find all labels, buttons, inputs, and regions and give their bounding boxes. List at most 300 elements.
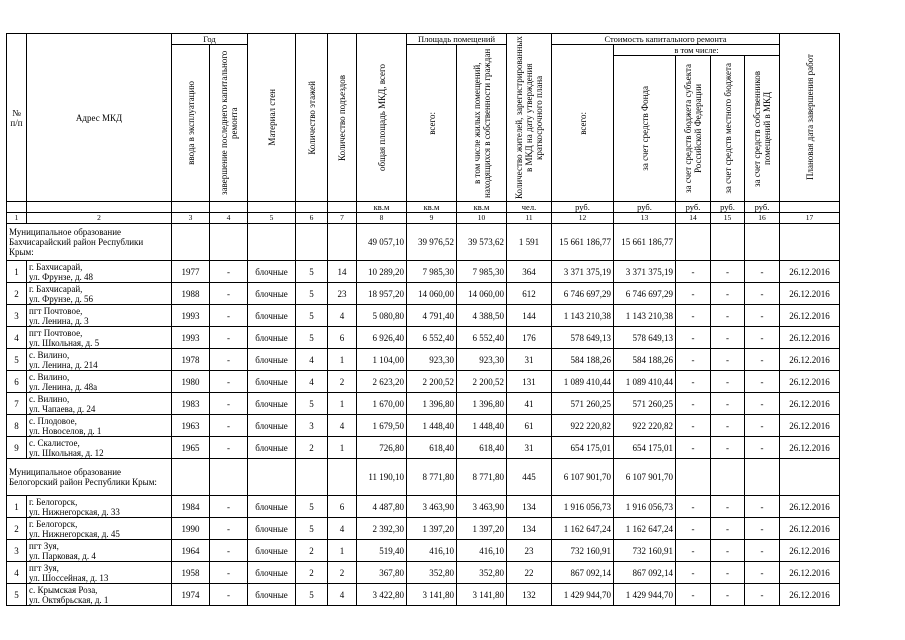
empty-cell [210,224,248,261]
area-residential-cell: 6 552,40 [457,327,507,349]
total-area-cell: 1 679,50 [357,415,407,437]
cost-fund-cell: 571 260,25 [614,393,676,415]
cost-owners-cell: - [745,562,780,584]
cost-total-cell: 867 092,14 [552,562,614,584]
area-total-cell: 7 985,30 [407,261,457,283]
unit-cell: руб. [745,202,780,213]
address-street: ул. Шоссейная, д. 13 [29,572,109,583]
group-total-area: 49 057,10 [357,224,407,261]
cost-local-cell: - [711,305,745,327]
cost-region-cell: - [676,393,711,415]
column-number-cell: 12 [552,213,614,224]
col-area-total-header: всего: [407,45,457,202]
address-locality: г. Белогорск, [29,496,78,507]
area-residential-cell: 1 397,20 [457,518,507,540]
col-total-area-header: общая площадь МКД, всего [357,34,407,202]
repair-plan-table [6,33,840,606]
col-cost-local-header: за счет средств местного бюджета [711,56,745,202]
floors-cell: 5 [296,518,328,540]
cost-owners-cell: - [745,371,780,393]
year-repair-cell: - [210,562,248,584]
municipality-name: Муниципальное образование Бахчисарайский район Республики Крым: [7,224,172,261]
empty-cell [210,459,248,496]
year-repair-cell: - [210,261,248,283]
units-row [7,202,840,213]
cost-total-cell: 3 371 375,19 [552,261,614,283]
residents-cell: 22 [507,562,552,584]
col-cost-group-header: Стоимость капитального ремонта [552,34,780,45]
area-residential-cell: 618,40 [457,437,507,459]
residents-cell: 132 [507,584,552,606]
row-number: 2 [7,283,27,305]
group-residents: 445 [507,459,552,496]
residents-cell: 612 [507,283,552,305]
entrances-cell: 4 [328,518,357,540]
group-area-total: 39 976,52 [407,224,457,261]
table-row [7,283,840,305]
material-cell: блочные [248,540,296,562]
year-commission-cell: 1964 [172,540,210,562]
address-cell [27,496,172,518]
address-street: ул. Новоселов, д. 1 [29,425,102,436]
empty-cell [172,224,210,261]
address-street: ул. Фрунзе, д. 48 [29,271,94,282]
area-residential-cell: 1 448,40 [457,415,507,437]
empty-cell [780,224,840,261]
total-area-cell: 519,40 [357,540,407,562]
cost-owners-cell: - [745,349,780,371]
entrances-cell: 6 [328,496,357,518]
planned-date-cell: 26.12.2016 [780,327,840,349]
address-locality: пгт Почтовое, [29,305,83,316]
material-cell: блочные [248,518,296,540]
material-cell: блочные [248,349,296,371]
cost-region-cell: - [676,305,711,327]
table-row [7,371,840,393]
cost-region-cell: - [676,415,711,437]
cost-fund-cell: 6 746 697,29 [614,283,676,305]
area-residential-cell: 352,80 [457,562,507,584]
cost-owners-cell: - [745,518,780,540]
year-commission-cell: 1958 [172,562,210,584]
year-commission-cell: 1963 [172,415,210,437]
empty-cell [780,459,840,496]
area-residential-cell: 3 463,90 [457,496,507,518]
address-locality: с. Крымская Роза, [29,584,98,595]
unit-cell: кв.м [357,202,407,213]
cost-local-cell: - [711,283,745,305]
row-number: 4 [7,327,27,349]
area-total-cell: 4 791,40 [407,305,457,327]
cost-local-cell: - [711,437,745,459]
unit-cell: руб. [552,202,614,213]
floors-cell: 5 [296,261,328,283]
address-street: ул. Нижнегорская, д. 45 [29,528,120,539]
material-cell: блочные [248,437,296,459]
cost-fund-cell: 578 649,13 [614,327,676,349]
col-entrances-header: Количество подъездов [328,34,357,202]
column-number-cell: 2 [27,213,172,224]
residents-cell: 144 [507,305,552,327]
col-planned-date-header: Плановая дата завершения работ [780,34,840,202]
area-total-cell: 923,30 [407,349,457,371]
residents-cell: 23 [507,540,552,562]
total-area-cell: 18 957,20 [357,283,407,305]
floors-cell: 4 [296,349,328,371]
row-number: 5 [7,349,27,371]
cost-region-cell: - [676,540,711,562]
year-repair-cell: - [210,518,248,540]
cost-local-cell: - [711,371,745,393]
floors-cell: 5 [296,496,328,518]
address-street: ул. Нижнегорская, д. 33 [29,506,120,517]
residents-cell: 131 [507,371,552,393]
year-repair-cell: - [210,393,248,415]
cost-region-cell: - [676,283,711,305]
address-locality: с. Вилино, [29,393,70,404]
address-cell [27,327,172,349]
entrances-cell: 4 [328,305,357,327]
cost-local-cell: - [711,584,745,606]
group-area-residential: 39 573,62 [457,224,507,261]
row-number: 7 [7,393,27,415]
total-area-cell: 2 392,30 [357,518,407,540]
unit-cell: руб. [711,202,745,213]
year-commission-cell: 1988 [172,283,210,305]
cost-region-cell: - [676,327,711,349]
col-year-group-header: Год [172,34,248,45]
cost-fund-cell: 1 916 056,73 [614,496,676,518]
column-number-cell: 13 [614,213,676,224]
entrances-cell: 1 [328,393,357,415]
cost-fund-cell: 1 089 410,44 [614,371,676,393]
table-body [7,224,840,606]
table-row [7,562,840,584]
municipality-name: Муниципальное образование Белогорский район Республики Крым: [7,459,172,496]
floors-cell: 2 [296,562,328,584]
entrances-cell: 1 [328,349,357,371]
address-locality: г. Бахчисарай, [29,261,83,272]
column-number-cell: 17 [780,213,840,224]
cost-owners-cell: - [745,437,780,459]
material-cell: блочные [248,415,296,437]
row-number: 1 [7,496,27,518]
column-number-cell: 7 [328,213,357,224]
group-area-total: 8 771,80 [407,459,457,496]
address-cell [27,261,172,283]
address-cell [27,305,172,327]
cost-total-cell: 584 188,26 [552,349,614,371]
area-total-cell: 416,10 [407,540,457,562]
cost-owners-cell: - [745,261,780,283]
cost-region-cell: - [676,584,711,606]
table-row [7,437,840,459]
group-area-residential: 8 771,80 [457,459,507,496]
total-area-cell: 726,80 [357,437,407,459]
column-number-cell: 9 [407,213,457,224]
entrances-cell: 1 [328,540,357,562]
cost-fund-cell: 1 143 210,38 [614,305,676,327]
table-row [7,327,840,349]
address-locality: с. Вилино, [29,349,70,360]
row-number: 5 [7,584,27,606]
address-cell [27,518,172,540]
group-cost-total: 6 107 901,70 [552,459,614,496]
address-cell [27,393,172,415]
col-cost-fund-header: за счет средств Фонда [614,56,676,202]
planned-date-cell: 26.12.2016 [780,371,840,393]
empty-cell [711,459,745,496]
cost-local-cell: - [711,415,745,437]
area-total-cell: 352,80 [407,562,457,584]
area-total-cell: 3 141,80 [407,584,457,606]
material-cell: блочные [248,562,296,584]
cost-total-cell: 1 143 210,38 [552,305,614,327]
cost-total-cell: 571 260,25 [552,393,614,415]
area-residential-cell: 416,10 [457,540,507,562]
address-street: ул. Школьная, д. 12 [29,447,104,458]
row-number: 2 [7,518,27,540]
cost-region-cell: - [676,496,711,518]
address-locality: пгт Зуя, [29,540,59,551]
address-cell [27,540,172,562]
year-commission-cell: 1965 [172,437,210,459]
planned-date-cell: 26.12.2016 [780,496,840,518]
floors-cell: 4 [296,371,328,393]
cost-local-cell: - [711,393,745,415]
address-locality: с. Вилино, [29,371,70,382]
cost-total-cell: 1 429 944,70 [552,584,614,606]
empty-cell [296,224,328,261]
floors-cell: 2 [296,540,328,562]
floors-cell: 2 [296,437,328,459]
area-residential-cell: 3 141,80 [457,584,507,606]
year-repair-cell: - [210,327,248,349]
col-no-header: № п/п [7,34,27,202]
residents-cell: 41 [507,393,552,415]
floors-cell: 3 [296,415,328,437]
address-street: ул. Чапаева, д. 24 [29,403,96,414]
address-locality: пгт Зуя, [29,562,59,573]
empty-cell [296,459,328,496]
cost-region-cell: - [676,437,711,459]
residents-cell: 134 [507,496,552,518]
cost-local-cell: - [711,349,745,371]
planned-date-cell: 26.12.2016 [780,283,840,305]
area-residential-cell: 4 388,50 [457,305,507,327]
total-area-cell: 6 926,40 [357,327,407,349]
cost-fund-cell: 1 429 944,70 [614,584,676,606]
table-row [7,540,840,562]
cost-total-cell: 6 746 697,29 [552,283,614,305]
planned-date-cell: 26.12.2016 [780,349,840,371]
material-cell: блочные [248,327,296,349]
cost-total-cell: 578 649,13 [552,327,614,349]
empty-cell [328,459,357,496]
area-residential-cell: 14 060,00 [457,283,507,305]
planned-date-cell: 26.12.2016 [780,261,840,283]
year-repair-cell: - [210,349,248,371]
total-area-cell: 4 487,80 [357,496,407,518]
planned-date-cell: 26.12.2016 [780,305,840,327]
material-cell: блочные [248,584,296,606]
area-total-cell: 2 200,52 [407,371,457,393]
year-repair-cell: - [210,371,248,393]
year-repair-cell: - [210,437,248,459]
total-area-cell: 10 289,20 [357,261,407,283]
cost-region-cell: - [676,562,711,584]
address-locality: с. Плодовое, [29,415,77,426]
row-number: 4 [7,562,27,584]
year-commission-cell: 1990 [172,518,210,540]
year-commission-cell: 1984 [172,496,210,518]
empty-cell [745,459,780,496]
cost-region-cell: - [676,349,711,371]
col-area-residential-header: в том числе жилых помещений, находящихся в собственности граждан [457,45,507,202]
cost-local-cell: - [711,540,745,562]
group-total-area: 11 190,10 [357,459,407,496]
cost-total-cell: 1 089 410,44 [552,371,614,393]
cost-owners-cell: - [745,283,780,305]
cost-local-cell: - [711,518,745,540]
address-street: ул. Ленина, д. 3 [29,315,89,326]
area-residential-cell: 7 985,30 [457,261,507,283]
column-number-cell: 1 [7,213,27,224]
planned-date-cell: 26.12.2016 [780,393,840,415]
cost-total-cell: 654 175,01 [552,437,614,459]
table-row [7,261,840,283]
cost-fund-cell: 654 175,01 [614,437,676,459]
year-commission-cell: 1983 [172,393,210,415]
column-number-cell: 5 [248,213,296,224]
unit-cell: руб. [614,202,676,213]
entrances-cell: 14 [328,261,357,283]
column-number-cell: 6 [296,213,328,224]
residents-cell: 31 [507,349,552,371]
address-street: ул. Ленина, д. 48а [29,381,98,392]
residents-cell: 176 [507,327,552,349]
cost-owners-cell: - [745,540,780,562]
group-residents: 1 591 [507,224,552,261]
total-area-cell: 367,80 [357,562,407,584]
floors-cell: 5 [296,327,328,349]
address-locality: г. Бахчисарай, [29,283,83,294]
year-commission-cell: 1980 [172,371,210,393]
group-cost-total: 15 661 186,77 [552,224,614,261]
entrances-cell: 2 [328,371,357,393]
total-area-cell: 1 670,00 [357,393,407,415]
column-number-cell: 16 [745,213,780,224]
material-cell: блочные [248,393,296,415]
col-residents-header: Количество жителей, зарегистрированных в МКД на дату утверждения краткосрочного плана [507,34,552,202]
cost-region-cell: - [676,261,711,283]
col-cost-owners-header: за счет средств собственников помещений в МКД [745,56,780,202]
col-floors-header: Количество этажей [296,34,328,202]
empty-cell [328,224,357,261]
area-total-cell: 14 060,00 [407,283,457,305]
cost-fund-cell: 867 092,14 [614,562,676,584]
residents-cell: 134 [507,518,552,540]
empty-cell [248,224,296,261]
column-number-cell: 14 [676,213,711,224]
address-cell [27,562,172,584]
cost-total-cell: 1 916 056,73 [552,496,614,518]
empty-cell [711,224,745,261]
cost-total-cell: 922 220,82 [552,415,614,437]
cost-owners-cell: - [745,496,780,518]
address-locality: с. Скалистое, [29,437,80,448]
entrances-cell: 6 [328,327,357,349]
cost-fund-cell: 1 162 647,24 [614,518,676,540]
year-commission-cell: 1978 [172,349,210,371]
planned-date-cell: 26.12.2016 [780,518,840,540]
cost-owners-cell: - [745,305,780,327]
empty-cell [172,459,210,496]
material-cell: блочные [248,305,296,327]
table-row [7,393,840,415]
total-area-cell: 1 104,00 [357,349,407,371]
unit-cell: чел. [507,202,552,213]
col-cost-region-header: за счет средств бюджета субъекта Российской Федерации [676,56,711,202]
year-repair-cell: - [210,283,248,305]
address-cell [27,437,172,459]
col-year-commission-header: ввода в эксплуатацию [172,45,210,202]
material-cell: блочные [248,283,296,305]
address-cell [27,283,172,305]
group-cost-fund: 15 661 186,77 [614,224,676,261]
address-cell [27,371,172,393]
municipality-row [7,459,840,496]
material-cell: блочные [248,371,296,393]
entrances-cell: 2 [328,562,357,584]
entrances-cell: 4 [328,584,357,606]
row-number: 3 [7,540,27,562]
total-area-cell: 5 080,80 [357,305,407,327]
entrances-cell: 4 [328,415,357,437]
planned-date-cell: 26.12.2016 [780,415,840,437]
column-number-cell: 3 [172,213,210,224]
municipality-row [7,224,840,261]
cost-local-cell: - [711,261,745,283]
address-locality: г. Белогорск, [29,518,78,529]
table-row [7,584,840,606]
year-repair-cell: - [210,540,248,562]
address-locality: пгт Почтовое, [29,327,83,338]
cost-owners-cell: - [745,584,780,606]
empty-cell [676,224,711,261]
residents-cell: 61 [507,415,552,437]
col-cost-total-header: всего: [552,45,614,202]
cost-region-cell: - [676,371,711,393]
unit-cell: кв.м [407,202,457,213]
empty-cell [676,459,711,496]
floors-cell: 5 [296,305,328,327]
cost-fund-cell: 584 188,26 [614,349,676,371]
total-area-cell: 2 623,20 [357,371,407,393]
area-total-cell: 1 396,80 [407,393,457,415]
year-commission-cell: 1993 [172,327,210,349]
area-residential-cell: 1 396,80 [457,393,507,415]
planned-date-cell: 26.12.2016 [780,562,840,584]
column-number-cell: 11 [507,213,552,224]
year-commission-cell: 1974 [172,584,210,606]
cost-local-cell: - [711,327,745,349]
column-number-cell: 10 [457,213,507,224]
cost-total-cell: 732 160,91 [552,540,614,562]
floors-cell: 5 [296,393,328,415]
column-number-cell: 15 [711,213,745,224]
cost-owners-cell: - [745,393,780,415]
